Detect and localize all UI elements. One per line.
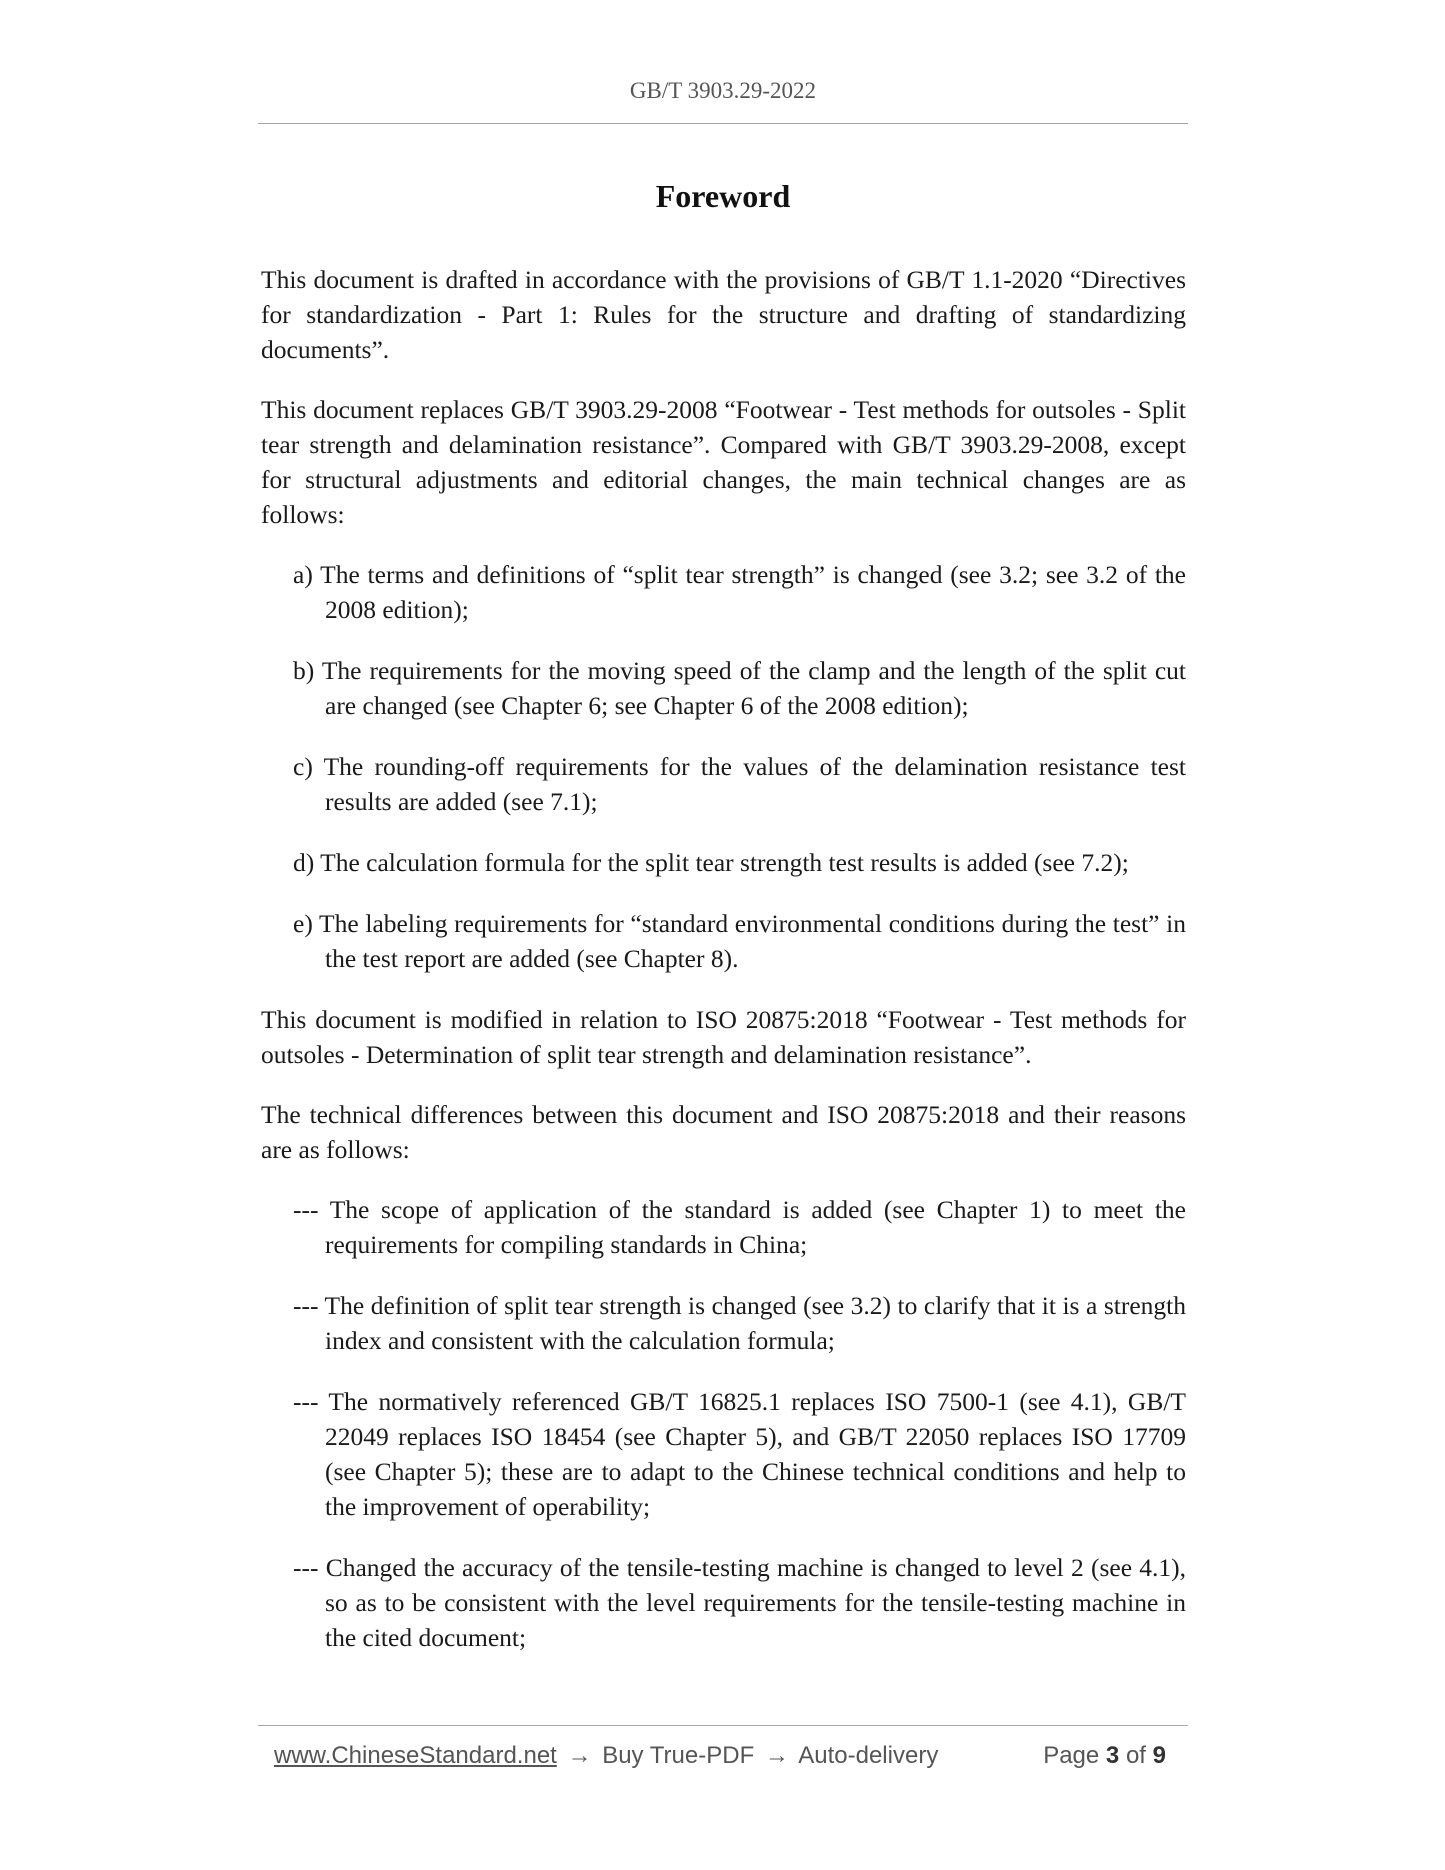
paragraph-replacement: This document replaces GB/T 3903.29-2008 “Footwear - Test methods for outsoles - Split tear strength and delamination resistance”. Compared with GB/T 3903.29-2008, except for structural adjustments and editorial changes, the main technical changes are as follows:: [261, 395, 1186, 529]
footer-divider: [258, 1725, 1188, 1726]
running-header: GB/T 3903.29-2022: [629, 78, 817, 103]
foreword-body: [261, 262, 1186, 1681]
buy-pdf-text: Buy True-PDF: [602, 1742, 755, 1769]
list-item: --- Changed the accuracy of the tensile-testing machine is changed to level 2 (see 4.1), so as to be consistent with the level requirements for the tensile-testing machine in the cited document;: [293, 1553, 1186, 1652]
differences-list: [261, 1192, 1186, 1655]
arrow-right-icon: →: [567, 1742, 592, 1769]
list-item: --- The definition of split tear strength is changed (see 3.2) to clarify that it is a strength index and consistent with the calculation formula;: [293, 1291, 1186, 1355]
page-label: Page: [1043, 1742, 1100, 1769]
paragraph-iso-relation: This document is modified in relation to ISO 20875:2018 “Footwear - Test methods for outsoles - Determination of split tear strength and delamination resistance”.: [261, 1005, 1186, 1069]
page-total: 9: [1152, 1742, 1166, 1769]
list-item: --- The normatively referenced GB/T 16825.1 replaces ISO 7500-1 (see 4.1), GB/T 22049 replaces ISO 18454 (see Chapter 5), and GB/T 22050 replaces ISO 17709 (see Chapter 5); these are to adapt to the Chinese technical conditions and help to the improvement of operability;: [293, 1387, 1186, 1521]
site-link[interactable]: www.ChineseStandard.net: [274, 1742, 557, 1769]
footer-promo: [274, 1742, 938, 1770]
list-item: --- The scope of application of the standard is added (see Chapter 1) to meet the requirements for compiling standards in China;: [293, 1195, 1186, 1259]
arrow-right-icon: →: [764, 1742, 789, 1769]
list-item: c) The rounding-off requirements for the values of the delamination resistance test results are added (see 7.1);: [293, 752, 1186, 816]
list-item: d) The calculation formula for the split tear strength test results is added (see 7.2);: [293, 848, 1129, 877]
page-number: [1043, 1742, 1166, 1770]
paragraph-differences-intro: The technical differences between this document and ISO 20875:2018 and their reasons are as follows:: [261, 1100, 1186, 1164]
page-of-label: of: [1125, 1742, 1146, 1769]
page-title: Foreword: [655, 178, 791, 214]
changes-list: [261, 557, 1186, 976]
auto-delivery-text: Auto-delivery: [798, 1742, 939, 1769]
page-current: 3: [1105, 1742, 1120, 1769]
list-item: b) The requirements for the moving speed of the clamp and the length of the split cut are changed (see Chapter 6; see Chapter 6 of the 2008 edition);: [293, 656, 1186, 720]
paragraph-drafting-basis: This document is drafted in accordance with the provisions of GB/T 1.1-2020 “Directives for standardization - Part 1: Rules for the structure and drafting of standardizing documents”.: [261, 265, 1186, 364]
header-divider: [258, 123, 1188, 124]
list-item: a) The terms and definitions of “split tear strength” is changed (see 3.2; see 3.2 of the 2008 edition);: [293, 560, 1186, 624]
list-item: e) The labeling requirements for “standard environmental conditions during the test” in the test report are added (see Chapter 8).: [293, 909, 1186, 973]
